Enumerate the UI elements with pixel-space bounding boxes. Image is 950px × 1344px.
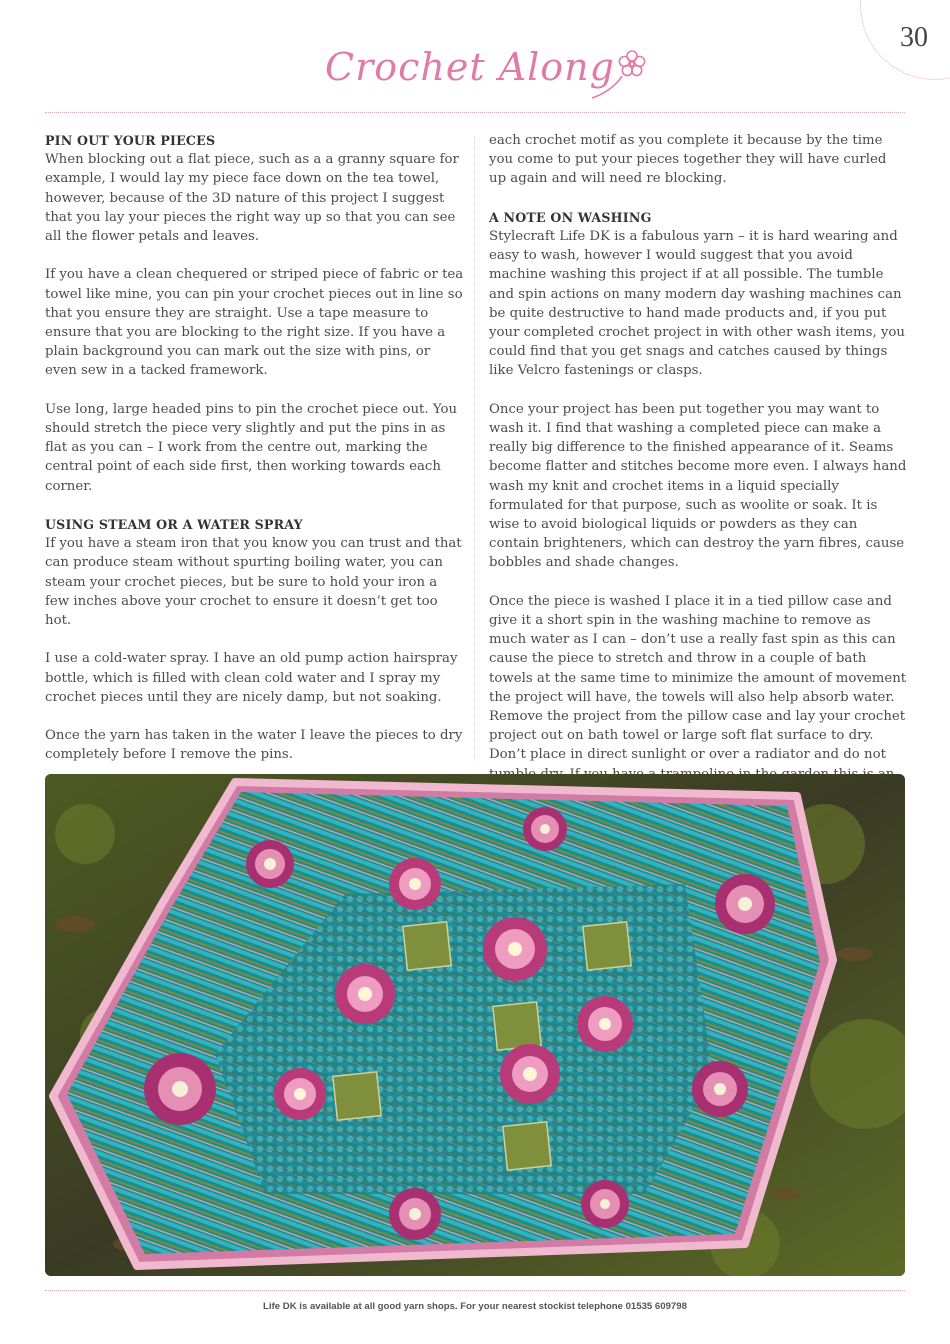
left-column [45, 131, 465, 822]
paragraph: When blocking out a flat piece, such as a a granny square for example, I would lay my piece face down on the tea towel, however, because of the 3D nature of this project I suggest that you lay your pieces the right way up so that you can see all the flower petals and leaves. [45, 152, 459, 245]
paragraph: Once the piece is washed I place it in a tied pillow case and give it a short spin in the washing machine to remove as much water as I can – don’t use a really fast spin as this can cause the piece to stretch and throw in a couple of bath towels at the same time to minimize the amount of movement the project will have, the towels will also help absorb water. Remove the project from the pillow case and lay your crochet project out on bath towel or large soft flat surface to dry. Don’t place in direct sunlight or over a radiator and do not [489, 593, 907, 763]
page-title [0, 36, 950, 116]
section-heading: USING STEAM OR A WATER SPRAY [45, 517, 303, 533]
page-title-text: Crochet Along [325, 45, 615, 89]
footer-text: Life DK is available at all good yarn shops. For your nearest stockist telephone 01535 609798 [263, 1301, 687, 1312]
paragraph: Once the yarn has taken in the water I leave the pieces to dry completely before I remove the pins. [45, 728, 463, 763]
paragraph: If you have a clean chequered or striped piece of fabric or tea towel like mine, you can pin your crochet pieces out in line so that you ensure they are straight. Use a tape measure to ensure that you are blocking to the right size. If you have a plain background you can mark out the size with pins, or even sew in a tacked framework. [45, 267, 464, 379]
page-number: 30 [900, 22, 928, 53]
section-heading: A NOTE ON WASHING [489, 209, 652, 225]
footer-rule [45, 1290, 905, 1291]
blanket-photo [45, 774, 905, 1276]
paragraph: each crochet motif as you complete it because by the time you come to put your pieces together they will have curled up again and will need re blocking. [489, 133, 887, 187]
paragraph: Use long, large headed pins to pin the crochet piece out. You should stretch the piece very slightly and put the pins in as flat as you can – I work from the centre out, marking the central point of each side first, then working towards each corner. [45, 401, 458, 494]
paragraph: Once your project has been put together you may want to wash it. I find that washing a completed piece can make a really big difference to the finished appearance of it. Seams become flatter and stitches become more even. I always hand wash my knit and crochet items in a liquid specially formulated for that purpose, such as woolite or soak. It is wise to avoid biological liquids or powders as they can contain brighteners, which can destroy the yarn fibres, cause bobbles and shade changes. [489, 401, 907, 571]
column-divider [474, 136, 475, 762]
section-heading: PIN OUT YOUR PIECES [45, 133, 216, 148]
paragraph: Stylecraft Life DK is a fabulous yarn – it is hard wearing and easy to wash, however I would suggest that you avoid machine washing this project if at all possible. The tumble and spin actions on many modern day washing machines can be quite destructive to hand made products and, if you put your completed crochet project in with other wash items, you could find that you get snags and catches caused by things like Velcro fastenings or clasps. [489, 229, 905, 379]
header-rule [45, 112, 905, 113]
paragraph: If you have a steam iron that you know you can trust and that can produce steam without spurting boiling water, you can steam your crochet pieces, but be sure to hold your iron a few inches above your crochet to ensure it doesn’t get too hot. [45, 536, 462, 629]
right-column [489, 131, 907, 822]
paragraph: I use a cold-water spray. I have an old pump action hairspray bottle, which is filled with clean cold water and I spray my crochet pieces until they are nicely damp, but not soaking. [45, 651, 458, 705]
